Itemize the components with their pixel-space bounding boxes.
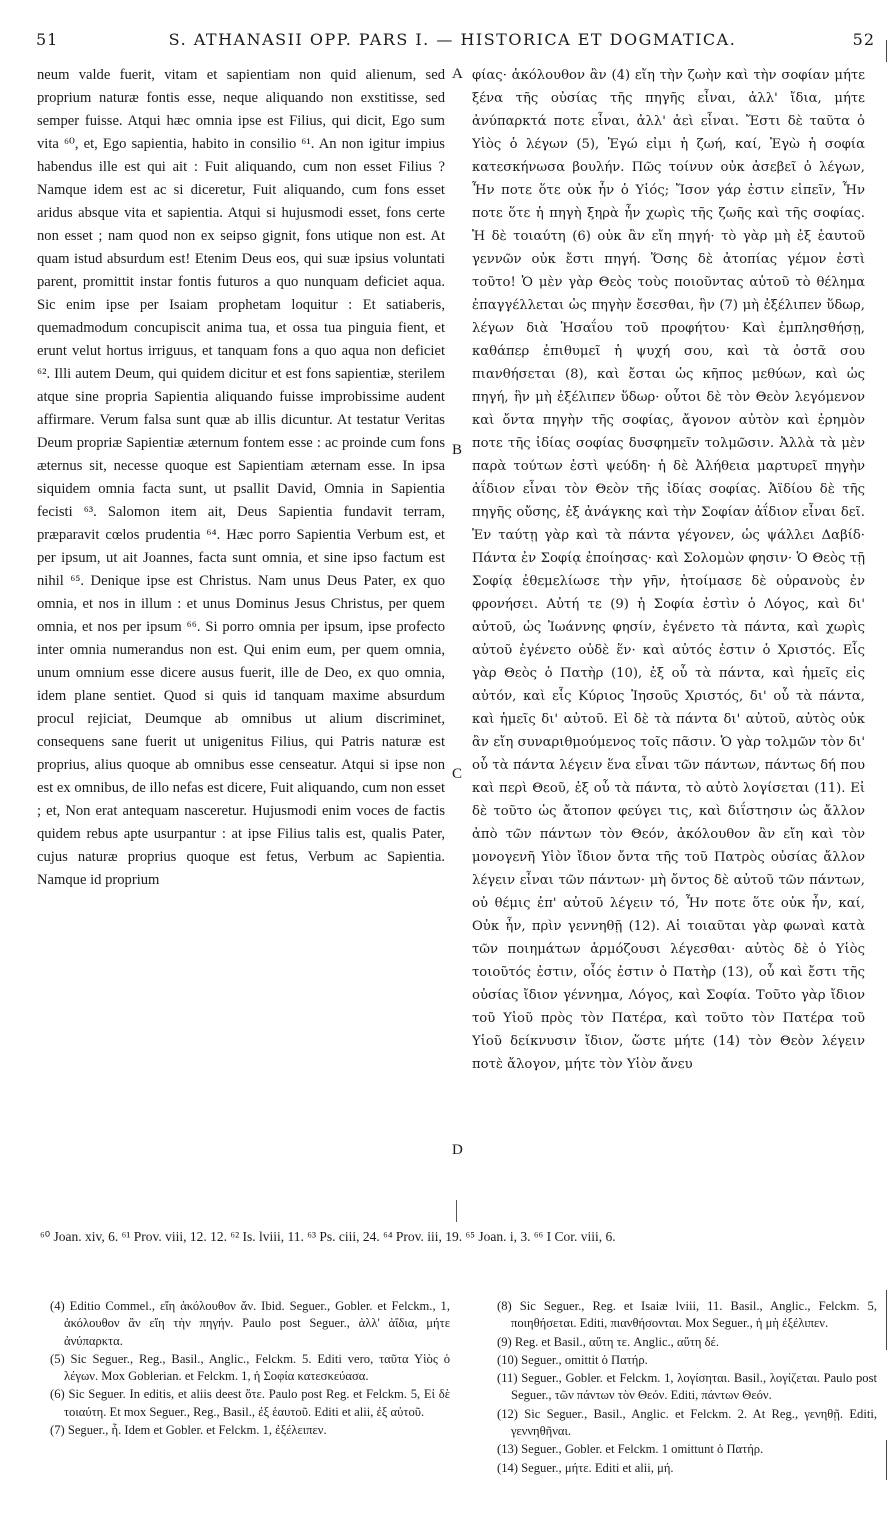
greek-column (472, 64, 865, 1209)
column-divider (456, 1200, 457, 1222)
latin-column (37, 64, 445, 1209)
scripture-references: ⁶⁰ Joan. xiv, 6. ⁶¹ Prov. viii, 12. 12. ⁶² Is. lviii, 11. ⁶³ Ps. ciii, 24. ⁶⁴ Prov. iii, 19. ⁶⁵ Joan. i, 3. ⁶⁶ I Cor. viii, 6. (40, 1229, 616, 1244)
page-number-left: 51 (36, 30, 59, 49)
greek-paragraph: φίας· ἀκόλουθον ἂν (4) εἴη τὴν ζωὴν καὶ τὴν σοφίαν μήτε ξένα τῆς οὐσίας τῆς πηγῆς εἶναι, ἀλλ' ἴδια, μήτε ἀνύπαρκτά ποτε εἶναι, ἀλλ' ἀεὶ εἶναι. Ἔστι δὲ ταῦτα ὁ Υἱὸς ὁ λέγων (5), Ἐγώ εἰμι ἡ ζωή, καί, Ἐγὼ ἡ σοφία κατεσκήνωσα βουλήν. Πῶς τοίνυν οὐκ ἀσεβεῖ ὁ λέγων, Ἦν ποτε ὅτε οὐκ ἦν ὁ Υἱός; Ἴσον γάρ ἐστιν εἰπεῖν, Ἦν ποτε ὅτε ἡ πηγὴ ξηρὰ ἦν χωρὶς τῆς ζωῆς καὶ τῆς σοφίας. Ἡ δὲ τοιαύτη (6) οὐκ ἂν εἴη πηγή· τὸ γὰρ μὴ ἐξ ἑαυτοῦ γεννῶν οὐκ ἔστι πηγή. Ὅσης δὲ ἀτοπίας γέμον ἐστὶ τοῦτο! Ὁ μὲν γὰρ Θεὸς τοὺς ποιοῦντας αὐτοῦ τὸ θέλημα ἐπαγγέλλεται ὡς πηγὴν ἔσεσθαι, ἣν (7) μὴ ἐξέλιπεν ὕδωρ, λέγων διὰ Ἡσαΐου τοῦ προφήτου· Καὶ ἐμπλησθήσῃ, καθάπερ ἐπιθυμεῖ ἡ ψυχή σου, καὶ τὰ ὀστᾶ σου πιανθήσεται (8), καὶ ἔσται ὡς κῆπος μεθύων, καὶ ὡς πηγή, ἣν μὴ ἐξέλιπεν ὕδωρ· οὗτοι δὲ τὸν Θεὸν λεγόμενον καὶ ὄντα πηγὴν τῆς σοφίας, ἄγονον αὐτὸν καὶ ἐρημὸν ποτε τῆς ἰδίας σοφίας δυσφημεῖν τολμῶσιν. Ἀλλὰ τὰ μὲν παρὰ τούτων ἐστὶ ψεύδη· ἡ δὲ Ἀλήθεια μαρτυρεῖ πηγὴν ἀΐδιον εἶναι τὸν Θεὸν τῆς ἰδίας σοφίας. Ἀϊδίου δὲ τῆς πηγῆς οὔσης, ἐξ ἀνάγκης καὶ τὴν Σοφίαν ἀΐδιον εἶναι δεῖ. Ἐν ταύτῃ γὰρ καὶ τὰ πάντα γέγονεν, ὡς ψάλλει Δαβίδ· Πάντα ἐν Σοφίᾳ ἐποίησας· καὶ Σολομὼν φησιν· Ὁ Θεὸς τῇ Σοφίᾳ ἐθεμελίωσε τὴν γῆν, ἡτοίμασε δὲ οὐρανοὺς ἐν φρονήσει. Αὐτή τε (9) ἡ Σοφία ἐστὶν ὁ Λόγος, καὶ δι' αὐτοῦ, ὡς Ἰωάννης φησίν, ἐγένετο τὰ πάντα, καὶ χωρὶς αὐτοῦ ἐγένετο οὐδὲ ἕν· καὶ αὐτός ἐστιν ὁ Χριστός. Εἷς γὰρ Θεὸς ὁ Πατὴρ (10), ἐξ οὗ τὰ πάντα, καὶ ἡμεῖς εἰς αὐτόν, καὶ εἷς Κύριος Ἰησοῦς Χριστός, δι' οὗ τὰ πάντα, καὶ ἡμεῖς δι' αὐτοῦ. Εἰ δὲ τὰ πάντα δι' αὐτοῦ, αὐτὸς οὐκ ἂν εἴη συναριθμούμενος τοῖς πᾶσιν. Ὁ γὰρ τολμῶν τὸν δι' οὗ τὰ πάντα λέγειν ἕνα εἶναι τῶν πάντων, πάντως δή που καὶ περὶ Θεοῦ, ἐξ οὗ τὰ πάντα, τὸ αὐτὸ λογίσεται (11). Εἰ δὲ τοῦτο ὡς ἄτοπον φεύγει τις, καὶ διΐστησιν ὡς ἄλλον ἀπὸ τῶν πάντων τὸν Θεόν, ἀκόλουθον ἂν εἴη καὶ τὸν μονογενῆ Υἱὸν ἴδιον ὄντα τῆς τοῦ Πατρὸς οὐσίας ἄλλον λέγειν εἶναι τῶν πάντων· μὴ ὄντος δὲ αὐτοῦ τῶν πάντων, οὐ θέμις ἐπ' αὐτοῦ λέγειν τό, Ἦν ποτε ὅτε οὐκ ἦν, καί, Οὐκ ἦν, πρὶν γεννηθῇ (12). Αἱ τοιαῦται γὰρ φωναὶ κατὰ τῶν ποιημάτων ἁρμόζουσι λέγεσθαι· αὐτὸς δὲ ὁ Υἱὸς τοιοῦτός ἐστιν, οἷός ἐστιν ὁ Πατὴρ (13), οὗ καὶ ἔστι τῆς οὐσίας ἴδιον γέννημα, Λόγος, καὶ Σοφία. Τοῦτο γὰρ ἴδιον τοῦ Υἱοῦ πρὸς τὸν Πατέρα, καὶ τοῦτο τὸν Πατέρα τοῦ Υἱοῦ δείκνυσιν ἴδιον, ὥστε μήτε (14) τὸν Θεὸν λέγειν ποτὲ ἄλογον, μήτε τὸν Υἱὸν ἄνευ (472, 68, 865, 1072)
critical-notes-left (50, 1298, 450, 1439)
critical-note: (4) Editio Commel., εἴη ἀκόλουθον ἄν. Ibid. Seguer., Gobler. et Felckm., 1, ἀκόλουθον ἂν εἴη τὴν πηγήν. Paulo post Seguer., ἀλλ' ἀΐδια, μήτε ἀνύπαρκτα. (50, 1299, 450, 1348)
critical-note: (6) Sic Seguer. In editis, et aliis deest ὅτε. Paulo post Reg. et Felckm. 5, Εἰ δὲ τοιαύτη. Et mox Seguer., Reg., Basil., ἐξ ἑαυτοῦ. Editi et alii, ἐξ αὐτοῦ. (50, 1387, 450, 1419)
critical-note: (9) Reg. et Basil., αὕτη τε. Anglic., αὕτη δέ. (497, 1334, 719, 1349)
section-marker-c: C (452, 766, 463, 782)
section-marker-b: B (452, 442, 463, 458)
critical-note: (14) Seguer., μήτε. Editi et alii, μή. (497, 1460, 674, 1475)
page-number-right: 52 (852, 30, 875, 49)
critical-notes-right (497, 1298, 877, 1477)
critical-note: (10) Seguer., omittit ὁ Πατήρ. (497, 1352, 648, 1367)
scan-edge-marks (882, 0, 892, 1540)
critical-note: (7) Seguer., ἧ. Idem et Gobler. et Felckm. 1, ἐξέλειπεν. (50, 1423, 327, 1438)
critical-note: (12) Sic Seguer., Basil., Anglic. et Felckm. 2. At Reg., γενηθῇ. Editi, γεννηθῆναι. (497, 1406, 877, 1439)
critical-note: (13) Seguer., Gobler. et Felckm. 1 omittunt ὁ Πατήρ. (497, 1442, 764, 1457)
critical-note: (11) Seguer., Gobler. et Felckm. 1, λογίσηται. Basil., λογίζεται. Paulo post Seguer., τῶν πάντων τὸν Θεόν. Editi, πάντων Θεόν. (497, 1371, 877, 1403)
running-header (30, 30, 875, 54)
section-marker-a: A (452, 66, 463, 82)
section-marker-d: D (452, 1142, 463, 1158)
latin-paragraph: neum valde fuerit, vitam et sapientiam non quid alienum, sed proprium naturæ fontis esse, neque aliquando non exstitisse, sed semper fuisse. Atqui hæc omnia ipse est Filius, qui dicit, Ego sum vita ⁶⁰, et, Ego sapientia, habito in consilio ⁶¹. An non igitur impius habendus ille est qui ait : Fuit aliquando, cum non esset Filius ? Namque idem est ac si diceretur, Fuit aliquando, cum fons esset aridus absque vita et sapientia. Atqui si hujusmodi esset, fons certe non esset ; nam quod non ex seipso gignit, fons utique non est. At quam istud absurdum est! Etenim Deus eos, qui suæ ipsius voluntati parent, promittit instar fontis futuros a quo nunquam deficiet aqua. Sic enim ipse per Isaiam prophetam loquitur : Et satiaberis, quemadmodum concupiscit anima tua, et ossa tua pinguia fient, et erunt velut hortus irriguus, et tanquam fons a quo aqua non deficiet ⁶². Illi autem Deum, qui quidem dicitur et est fons sapientiæ, sterilem atque sine propria Sapientia aliquando fuisse improbissime audent affirmare. Verum falsa sunt quæ ab illis dicuntur. At testatur Veritas Deum propriæ Sapientiæ æternum fontem esse : ac proinde cum fons æternus sit, necesse quoque est Sapientiam æternam esse. In ipsa siquidem omnia facta sunt, ut psallit David, Omnia in Sapientia fecisti ⁶³. Salomon item ait, Deus Sapientia fundavit terram, præparavit cœlos prudentia ⁶⁴. Hæc porro Sapientia Verbum est, et per ipsum, ut ait Joannes, facta sunt omnia, et sine ipso factum est nihil ⁶⁵. Denique ipse est Christus. Nam unus Deus Pater, ex quo omnia, et nos in illum : et unus Dominus Jesus Christus, per quem omnia, et nos per ipsum ⁶⁶. Si porro omnia per ipsum, ipse profecto inter omnia numerandus non est. Qui enim eum, per quem omnia, unum omnium esse dicere ausus fuerit, ille de Deo, ex quo omnia, idem plane sentiet. Quod si quis id tanquam maxime absurdum procul rejiciat, Deumque ab omnibus ut alium discriminet, consequens sane fuerit ut unigenitus Filius, qui Patris naturæ est proprius, alius quoque ab omnibus esse censeatur. Atqui si ipse non est ex omnibus, de illo nefas est dicere, Fuit aliquando, cum non esset ; et, Non erat antequam nasceretur. Hujusmodi enim voces de factis quidem rebus apte usurpantur : at ipse Filius talis est, qualis Pater, cujus naturæ proprius quoque est fetus, Verbum ac Sapientia. Namque id proprium (37, 67, 445, 888)
critical-note: (8) Sic Seguer., Reg. et Isaiæ lviii, 11. Basil., Anglic., Felckm. 5, ποιηθήσεται. Editi, πιανθήσονται. Mox Seguer., ἡ μὴ ἐξέλιπεν. (497, 1299, 877, 1331)
critical-note: (5) Sic Seguer., Reg., Basil., Anglic., Felckm. 5. Editi vero, ταῦτα Υἱὸς ὁ λέγων. Mox Goblerian. et Felckm. 1, ἡ Σοφία κατεσκεύασα. (50, 1351, 450, 1384)
running-title: S. ATHANASII OPP. PARS I. — HISTORICA ET DOGMATICA. (168, 30, 737, 49)
